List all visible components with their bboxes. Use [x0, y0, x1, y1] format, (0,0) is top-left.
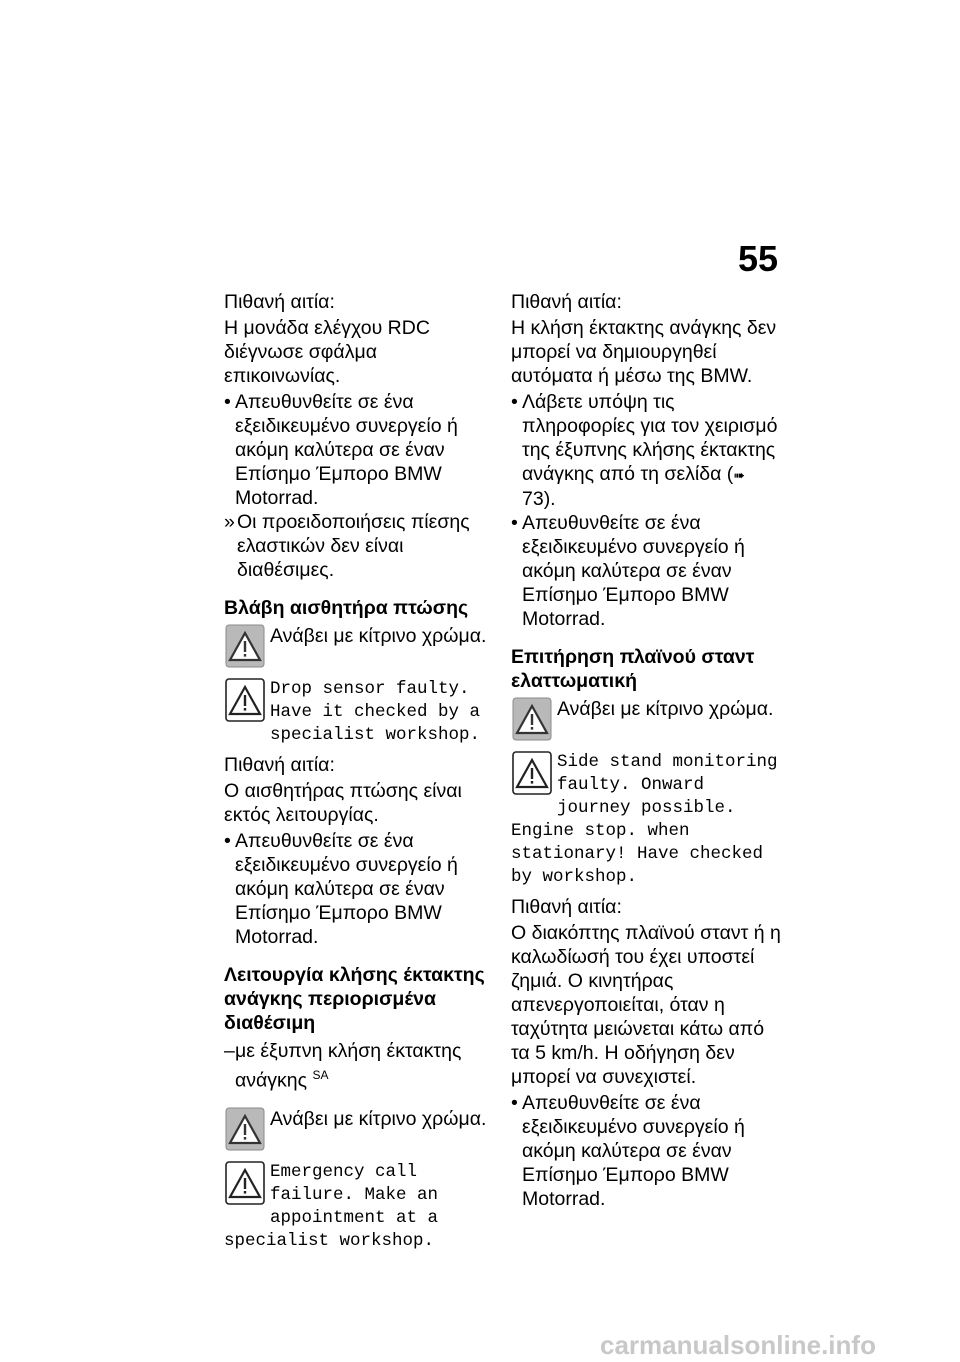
- action-bullet: [511, 511, 781, 631]
- right-column: [511, 290, 781, 1211]
- lamp-indicator: [224, 624, 494, 668]
- section-heading-emergency-call: Λειτουργία κλήσης έκτακτης ανάγκης περιορισμένα διαθέσιμη: [224, 964, 485, 1034]
- warning-triangle-outline-icon: [225, 1161, 265, 1205]
- warning-triangle-filled-icon: [512, 697, 552, 741]
- message-text: Emergency call failure. Make an appointment at a specialist workshop.: [224, 1161, 439, 1251]
- action-bullet: [511, 1091, 781, 1211]
- display-message: [224, 1161, 494, 1253]
- lamp-text: Ανάβει με κίτρινο χρώμα.: [557, 698, 774, 720]
- cause-label: Πιθανή αιτία:: [224, 291, 335, 313]
- section-heading-drop-sensor: Βλάβη αισθητήρα πτώσης: [224, 597, 469, 619]
- result-note: [224, 510, 494, 582]
- action-text: Απευθυνθείτε σε ένα εξειδικευμένο συνεργείο ή ακόμη καλύτερα σε έναν Επίσημο Έμπορο BMW Motorrad.: [522, 512, 745, 630]
- left-column: [224, 290, 494, 1259]
- lamp-text: Ανάβει με κίτρινο χρώμα.: [270, 1107, 487, 1130]
- lamp-indicator: [224, 1107, 494, 1151]
- dash-icon: –: [224, 1040, 235, 1062]
- bullet-icon: •: [224, 830, 231, 852]
- action-text: Απευθυνθείτε σε ένα εξειδικευμένο συνεργείο ή ακόμη καλύτερα σε έναν Επίσημο Έμπορο BMW Motorrad.: [235, 830, 458, 948]
- cause-label: Πιθανή αιτία:: [511, 291, 622, 313]
- message-text: Drop sensor faulty. Have it checked by a specialist workshop.: [270, 679, 481, 745]
- warning-triangle-filled-icon: [225, 624, 265, 668]
- action-text: Λάβετε υπόψη τις πληροφορίες για τον χειρισμό της έξυπνης κλήσης έκτακτης ανάγκης από τη σελίδα: [522, 391, 778, 485]
- bullet-icon: •: [224, 391, 231, 413]
- action-bullet: [224, 829, 494, 949]
- action-text: Απευθυνθείτε σε ένα εξειδικευμένο συνεργείο ή ακόμη καλύτερα σε έναν Επίσημο Έμπορο BMW Motorrad.: [522, 1092, 745, 1210]
- cause-label: Πιθανή αιτία:: [511, 896, 622, 918]
- cause-text: Ο διακόπτης πλαϊνού σταντ ή η καλωδίωσή του έχει υποστεί ζημιά. Ο κινητήρας απενεργοποιείται, όταν η ταχύτητα μειώνεται κάτω από τα 5 km/h. Η οδήγηση δεν μπορεί να συνεχιστεί.: [511, 922, 781, 1088]
- equipment-option: [224, 1039, 494, 1093]
- lamp-indicator: [511, 697, 781, 741]
- arrow-right-icon: ➠: [733, 467, 746, 483]
- bullet-icon: •: [511, 1092, 518, 1114]
- section-heading-side-stand: Επιτήρηση πλαϊνού σταντ ελαττωματική: [511, 646, 755, 692]
- action-bullet: [224, 390, 494, 510]
- display-message: [224, 678, 494, 747]
- lamp-text: Ανάβει με κίτρινο χρώμα.: [270, 625, 487, 647]
- page-number: 55: [738, 238, 779, 279]
- warning-triangle-outline-icon: [225, 678, 265, 722]
- message-text: Side stand monitoring faulty. Onward journey possible. Engine stop. when stationary! Have checked by workshop.: [511, 752, 778, 887]
- watermark-text: carmanualsonline.info: [600, 1330, 876, 1360]
- result-text: Οι προειδοποιήσεις πίεσης ελαστικών δεν είναι διαθέσιμες.: [237, 511, 470, 581]
- cause-text: Η κλήση έκτακτης ανάγκης δεν μπορεί να δημιουργηθεί αυτόματα ή μέσω της BMW.: [511, 317, 777, 387]
- warning-triangle-outline-icon: [512, 751, 552, 795]
- display-message: [511, 751, 781, 889]
- bullet-icon: •: [511, 391, 518, 413]
- option-sup: SA: [312, 1068, 329, 1082]
- cause-text: Ο αισθητήρας πτώσης είναι εκτός λειτουργίας.: [224, 780, 462, 826]
- page-reference[interactable]: 73).: [522, 488, 556, 510]
- double-chevron-icon: »: [224, 511, 235, 533]
- cause-label: Πιθανή αιτία:: [224, 754, 335, 776]
- option-text: με έξυπνη κλήση έκτακτης ανάγκης: [235, 1040, 462, 1092]
- action-bullet: • Λάβετε υπόψη τις πληροφορίες για τον χειρισμό της έξυπνης κλήσης έκτακτης ανάγκης από τη σελίδα (➠ 73).: [511, 391, 778, 510]
- bullet-icon: •: [511, 512, 518, 534]
- cause-text: Η μονάδα ελέγχου RDC διέγνωσε σφάλμα επικοινωνίας.: [224, 317, 430, 387]
- warning-triangle-filled-icon: [225, 1107, 265, 1151]
- action-text: Απευθυνθείτε σε ένα εξειδικευμένο συνεργείο ή ακόμη καλύτερα σε έναν Επίσημο Έμπορο BMW Motorrad.: [235, 391, 458, 509]
